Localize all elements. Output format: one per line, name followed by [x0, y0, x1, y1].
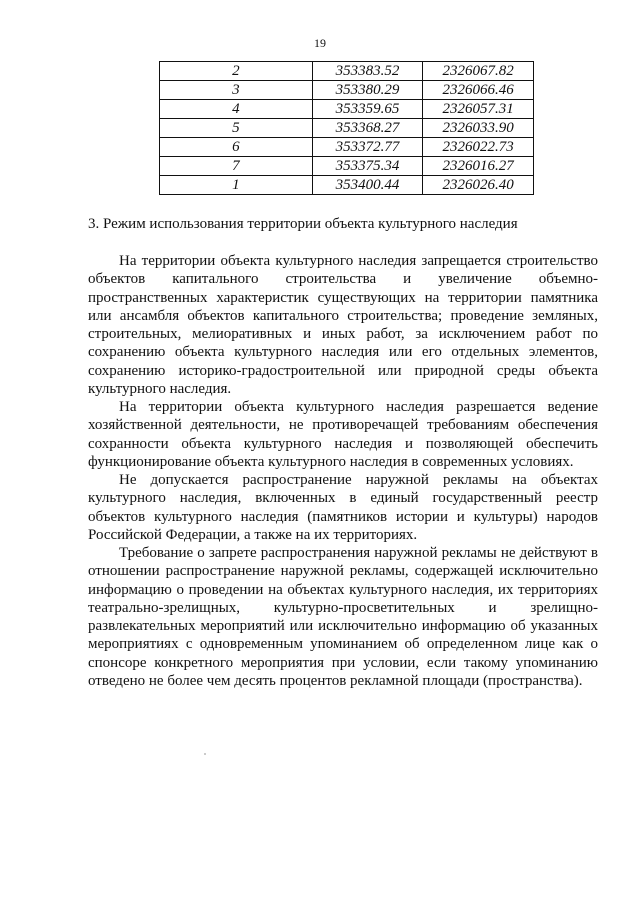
table-row — [160, 119, 534, 138]
table-row — [160, 176, 534, 195]
scan-speck — [204, 753, 206, 755]
coordinates-table — [159, 61, 534, 195]
paragraph-advertising-ban: Не допускается распространение наружной рекламы на объектах культурного наследия, включенных в единый государственный реестр объектов культурного наследия (памятников истории и культуры) народов Российской Федерации, а также на их территориях. — [88, 472, 598, 543]
y-coordinate-cell: 2326033.90 — [423, 119, 534, 138]
point-number-cell: 3 — [160, 81, 313, 100]
x-coordinate-cell: 353372.77 — [312, 138, 423, 157]
y-coordinate-cell: 2326067.82 — [423, 62, 534, 81]
table-row — [160, 62, 534, 81]
paragraph-prohibitions: На территории объекта культурного наследия запрещается строительство объектов капитального строительства и увеличение объемно-пространственных характеристик существующих на территории памятника или ансамбля объектов капитального строительства; проведение земляных, строительных, мелиоративных и иных работ, за исключением работ по сохранению объекта культурного наследия или его отдельных элементов, сохранению историко-градостроительной или природной среды объекта культурного наследия. — [88, 253, 598, 397]
point-number-cell: 4 — [160, 100, 313, 119]
section-heading: 3. Режим использования территории объекта культурного наследия — [88, 216, 518, 232]
x-coordinate-cell: 353375.34 — [312, 157, 423, 176]
page-number: 19 — [314, 36, 326, 50]
section-body — [88, 252, 598, 690]
table-row — [160, 138, 534, 157]
point-number-cell: 2 — [160, 62, 313, 81]
y-coordinate-cell: 2326026.40 — [423, 176, 534, 195]
y-coordinate-cell: 2326016.27 — [423, 157, 534, 176]
y-coordinate-cell: 2326057.31 — [423, 100, 534, 119]
paragraph-advertising-exceptions: Требование о запрете распространения наружной рекламы не действуют в отношении распространение наружной рекламы, содержащей исключительно информацию о проведении на объектах культурного наследия, их территориях театрально-зрелищных, культурно-просветительных и зрелищно-развлекательных мероприятий или исключительно информацию об указанных мероприятиях с одновременным упоминанием об определенном лице как о спонсоре конкретного мероприятия при условии, если такому упоминанию отведено не более чем десять процентов рекламной площади (пространства). — [88, 545, 598, 689]
point-number-cell: 5 — [160, 119, 313, 138]
x-coordinate-cell: 353400.44 — [312, 176, 423, 195]
y-coordinate-cell: 2326066.46 — [423, 81, 534, 100]
point-number-cell: 1 — [160, 176, 313, 195]
x-coordinate-cell: 353383.52 — [312, 62, 423, 81]
point-number-cell: 7 — [160, 157, 313, 176]
x-coordinate-cell: 353380.29 — [312, 81, 423, 100]
x-coordinate-cell: 353359.65 — [312, 100, 423, 119]
point-number-cell: 6 — [160, 138, 313, 157]
table-row — [160, 81, 534, 100]
table-row — [160, 100, 534, 119]
x-coordinate-cell: 353368.27 — [312, 119, 423, 138]
paragraph-permitted-activity: На территории объекта культурного наследия разрешается ведение хозяйственной деятельности, не противоречащей требованиям обеспечения сохранности объекта культурного наследия и позволяющей обеспечить функционирование объекта культурного наследия в современных условиях. — [88, 399, 598, 470]
y-coordinate-cell: 2326022.73 — [423, 138, 534, 157]
table-row — [160, 157, 534, 176]
